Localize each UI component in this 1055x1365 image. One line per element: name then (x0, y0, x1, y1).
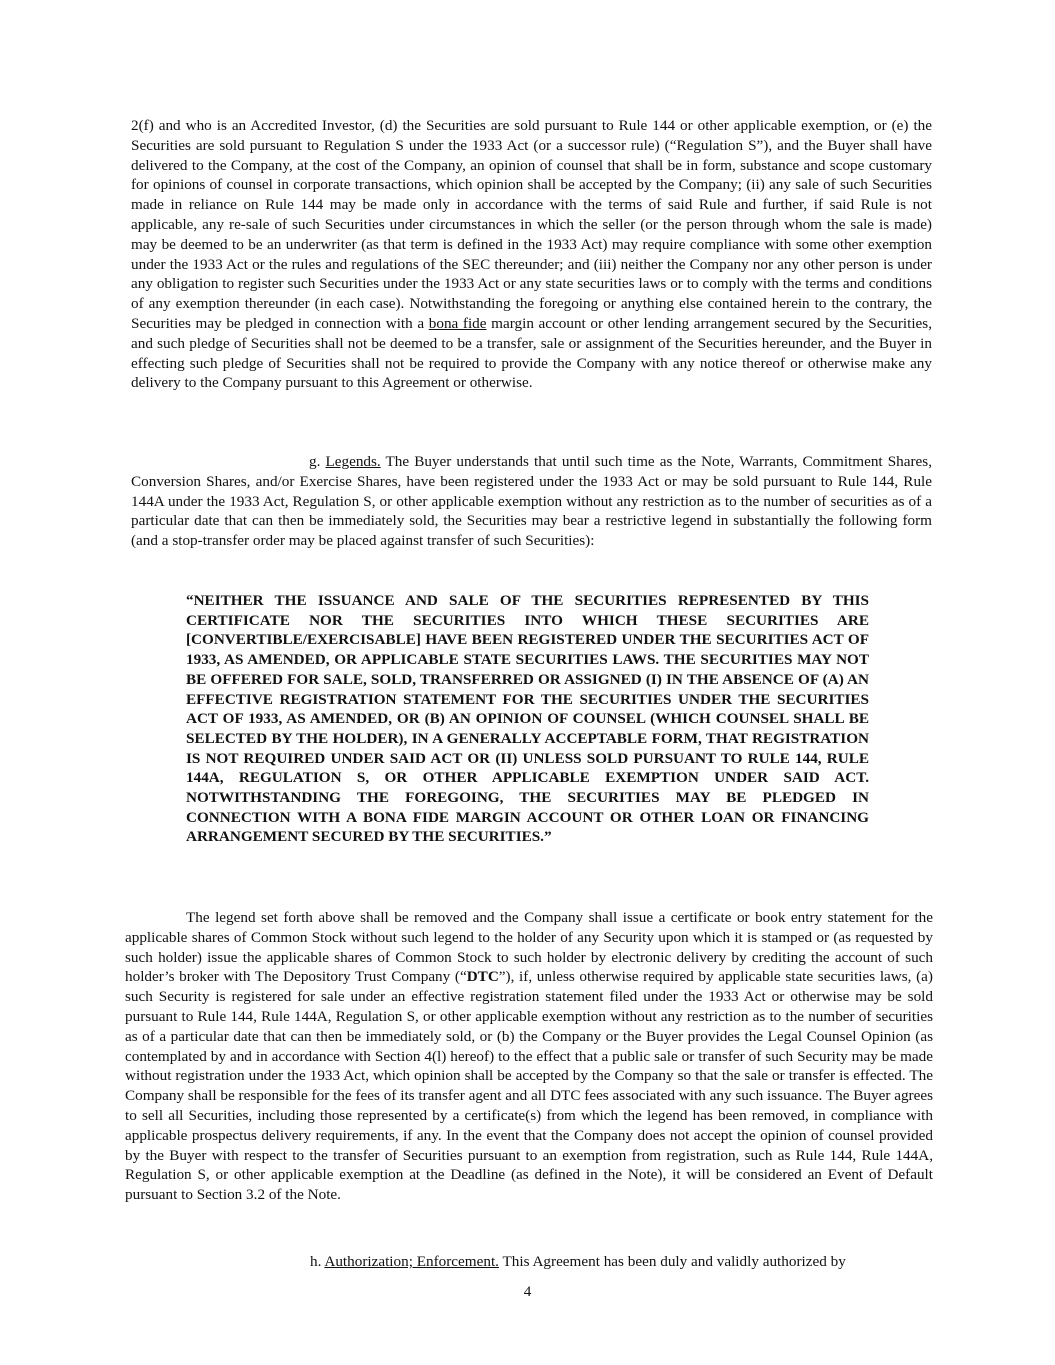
paragraph-h-authorization (310, 1252, 950, 1272)
section-heading-legends: Legends. (325, 453, 381, 470)
paragraph-legend-removal (125, 908, 933, 1205)
paragraph-g-legends (131, 452, 932, 551)
p1-text-start: 2(f) and who is an Accredited Investor, (d) the Securities are sold pursuant to Rule 144 or other applicable exemption, or (e) the Securities are sold pursuant to Regulation S under the 1933 Act (or a successor rule) (“Regulation S”), and the Buyer shall have delivered to the Company, at the cost of the Company, an opinion of counsel that shall be in form, substance and scope customary for opinions of counsel in corporate transactions, which opinion shall be accepted by the Company; (ii) any sale of such Securities made in reliance on Rule 144 may be made only in accordance with the terms of said Rule and further, if said Rule is not applicable, any re-sale of such Securities under circumstances in which the seller (or the person through whom the sale is made) may be deemed to be an underwriter (as that term is defined in the 1933 Act) may require compliance with some other exemption under the 1933 Act or the rules and regulations of the SEC thereunder; and (iii) neither the Company nor any other person is under any obligation to register such Securities under the 1933 Act or any state securities laws or to comply with the terms and conditions of any exemption thereunder (in each case). Notwithstanding the foregoing or anything else contained herein to the contrary, the Securities may be pledged in connection with a (131, 117, 932, 332)
section-label-h: h. (310, 1253, 322, 1270)
restrictive-legend-block: “NEITHER THE ISSUANCE AND SALE OF THE SECURITIES REPRESENTED BY THIS CERTIFICATE NOR THE SECURITIES INTO WHICH THESE SECURITIES ARE [CONVERTIBLE/EXERCISABLE] HAVE BEEN REGISTERED UNDER THE SECURITIES ACT OF 1933, AS AMENDED, OR APPLICABLE STATE SECURITIES LAWS. THE SECURITIES MAY NOT BE OFFERED FOR SALE, SOLD, TRANSFERRED OR ASSIGNED (I) IN THE ABSENCE OF (A) AN EFFECTIVE REGISTRATION STATEMENT FOR THE SECURITIES UNDER THE SECURITIES ACT OF 1933, AS AMENDED, OR (B) AN OPINION OF COUNSEL (WHICH COUNSEL SHALL BE SELECTED BY THE HOLDER), IN A GENERALLY ACCEPTABLE FORM, THAT REGISTRATION IS NOT REQUIRED UNDER SAID ACT OR (II) UNLESS SOLD PURSUANT TO RULE 144, RULE 144A, REGULATION S, OR OTHER APPLICABLE EXEMPTION UNDER SAID ACT. NOTWITHSTANDING THE FOREGOING, THE SECURITIES MAY BE PLEDGED IN CONNECTION WITH A BONA FIDE MARGIN ACCOUNT OR OTHER LOAN OR FINANCING ARRANGEMENT SECURED BY THE SECURITIES.” (186, 592, 869, 846)
bona-fide-underlined: bona fide (428, 314, 487, 332)
p4-text: This Agreement has been duly and validly authorized by (498, 1253, 846, 1270)
p3-text-start: The legend set forth above shall be removed and the Company shall issue a certificate or book entry statement for the applicable shares of Common Stock without such legend to the holder of any Security upon which it is stamped or (as requested by such holder) issue the applicable shares of Common Stock to such holder by electronic delivery by crediting the account of such holder’s broker with The Depository Trust Company (“ (125, 909, 933, 986)
section-heading-authorization: Authorization; Enforcement. (324, 1253, 499, 1270)
section-label-g: g. (309, 453, 321, 470)
page-number: 4 (523, 1283, 532, 1300)
p3-text-end: ”), if, unless otherwise required by applicable state securities laws, (a) such Security is registered for sale under an effective registration statement filed under the 1933 Act or otherwise may be sold pursuant to Rule 144, Rule 144A, Regulation S, or other applicable exemption without any restriction as to the number of securities as of a particular date that can then be immediately sold, or (b) the Company or the Buyer provides the Legal Counsel Opinion (as contemplated by and in accordance with Section 4(l) hereof) to the effect that a public sale or transfer of such Security may be made without registration under the 1933 Act, which opinion shall be accepted by the Company so that the sale or transfer is effected. The Company shall be responsible for the fees of its transfer agent and all DTC fees associated with any such issuance. The Buyer agrees to sell all Securities, including those represented by a certificate(s) from which the legend has been removed, in compliance with applicable prospectus delivery requirements, if any. In the event that the Company does not accept the opinion of counsel provided by the Buyer with respect to the transfer of Securities pursuant to an exemption from registration, such as Rule 144, Rule 144A, Regulation S, or other applicable exemption at the Deadline (as defined in the Note), it will be considered an Event of Default pursuant to Section 3.2 of the Note. (125, 968, 933, 1204)
p2-text: The Buyer understands that until such time as the Note, Warrants, Commitment Shares, Conversion Shares, and/or Exercise Shares, have been registered under the 1933 Act or may be sold pursuant to Rule 144, Rule 144A under the 1933 Act, Regulation S, or other applicable exemption without any restriction as to the number of securities as of a particular date that can then be immediately sold, the Securities may bear a restrictive legend in substantially the following form (and a stop-transfer order may be placed against transfer of such Securities): (131, 453, 933, 550)
paragraph-f-continuation (131, 116, 932, 393)
p1-text-end: margin account or other lending arrangement secured by the Securities, and such pledge of Securities shall not be deemed to be a transfer, sale or assignment of the Securities hereunder, and the Buyer in effecting such pledge of Securities shall not be required to provide the Company with any notice thereof or otherwise make any delivery to the Company pursuant to this Agreement or otherwise. (131, 314, 932, 392)
dtc-bold-term: DTC (466, 968, 499, 986)
